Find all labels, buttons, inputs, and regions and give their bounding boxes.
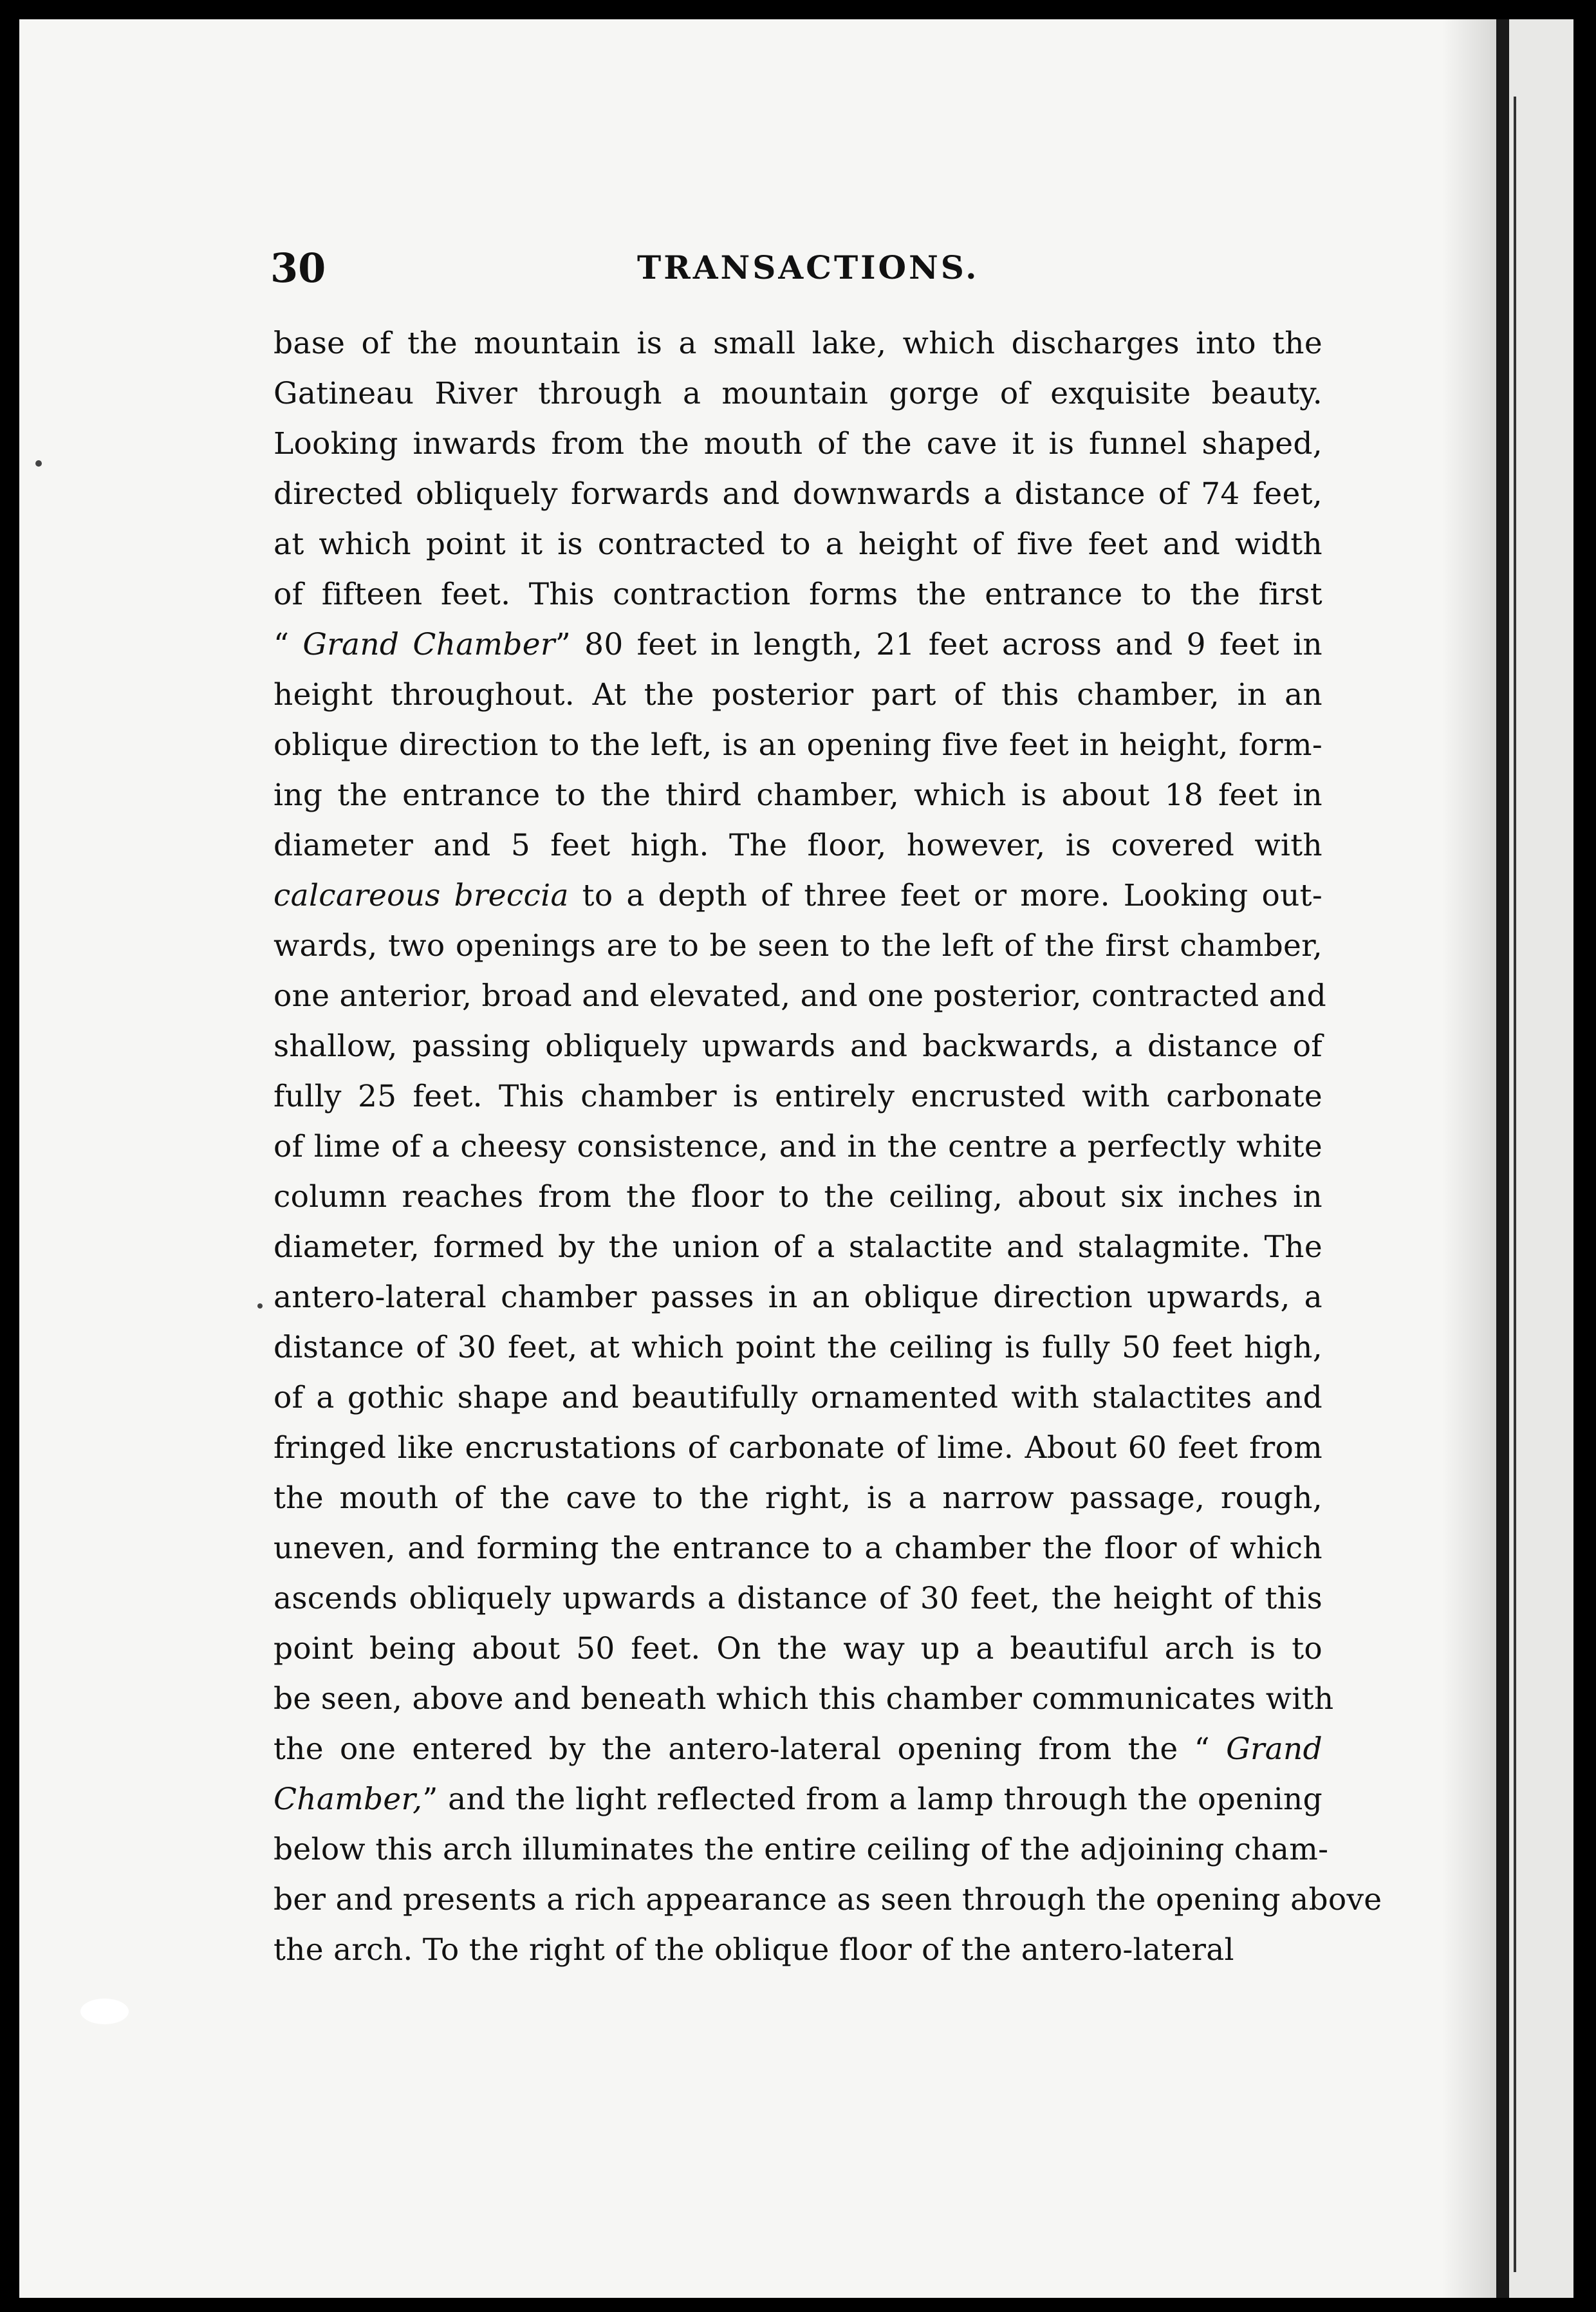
line-text: diameter and 5 feet high. The floor, however, is covered with — [274, 828, 1322, 863]
line-text: Looking inwards from the mouth of the cave it is funnel shaped, — [274, 426, 1322, 461]
book-gutter — [1496, 19, 1509, 2298]
line-text: oblique direction to the left, is an opening five feet in height, form- — [274, 727, 1322, 763]
adjacent-page-edge — [1509, 19, 1573, 2298]
line-text: below this arch illuminates the entire ceiling of the adjoining cham- — [274, 1832, 1329, 1867]
text-line — [274, 419, 1322, 469]
line-text: uneven, and forming the entrance to a chamber the floor of which — [274, 1531, 1322, 1566]
line-text: of fifteen feet. This contraction forms the entrance to the first — [274, 577, 1322, 612]
line-text: wards, two openings are to be seen to the left of the first chamber, — [274, 928, 1322, 964]
text-line — [274, 1825, 1329, 1875]
text-line — [274, 1373, 1322, 1423]
line-text: ascends obliquely upwards a distance of 30 feet, the height of this — [274, 1581, 1322, 1616]
text-line — [274, 620, 1322, 670]
line-text: of lime of a cheesy consistence, and in the centre a perfectly white — [274, 1129, 1322, 1164]
page-fold-line — [1514, 97, 1516, 2272]
text-line — [274, 1273, 1322, 1323]
running-title: TRANSACTIONS. — [637, 248, 979, 286]
text-line — [274, 519, 1322, 570]
text-line — [274, 1724, 1322, 1775]
line-text: directed obliquely forwards and downwards a distance of 74 feet, — [274, 476, 1322, 512]
text-line — [274, 1172, 1322, 1222]
text-line — [274, 1122, 1322, 1172]
line-text: ” and the light reflected from a lamp through the opening — [422, 1782, 1322, 1817]
text-line — [274, 570, 1322, 620]
italic-text: Chamber, — [274, 1782, 423, 1817]
text-line — [274, 670, 1322, 720]
line-text: Gatineau River through a mountain gorge of exquisite beauty. — [274, 376, 1322, 411]
text-line — [274, 1674, 1334, 1724]
line-text: base of the mountain is a small lake, which discharges into the — [274, 326, 1322, 361]
text-line — [274, 720, 1322, 770]
scan-artifact-spot — [80, 1999, 129, 2024]
line-text: to a depth of three feet or more. Looking out- — [568, 878, 1323, 913]
text-line — [274, 1473, 1322, 1524]
text-line — [274, 1574, 1322, 1624]
body-text — [274, 319, 1382, 1975]
line-text: at which point it is contracted to a height of five feet and width — [274, 527, 1322, 562]
text-line — [274, 1775, 1322, 1825]
line-text: distance of 30 feet, at which point the ceiling is fully 50 feet high, — [274, 1330, 1322, 1365]
page-edge-shadow — [1442, 19, 1496, 2298]
line-text: ” 80 feet in length, 21 feet across and 9 feet in — [555, 627, 1322, 662]
text-line — [274, 319, 1322, 369]
text-line — [274, 1072, 1322, 1122]
italic-text: calcareous breccia — [274, 878, 569, 913]
line-text: antero-lateral chamber passes in an oblique direction upwards, a — [274, 1280, 1322, 1315]
line-text: column reaches from the floor to the ceiling, about six inches in — [274, 1179, 1322, 1215]
text-line — [274, 971, 1327, 1021]
line-text: the mouth of the cave to the right, is a narrow passage, rough, — [274, 1480, 1322, 1516]
line-text: diameter, formed by the union of a stalactite and stalagmite. The — [274, 1229, 1322, 1265]
line-text: fringed like encrustations of carbonate of lime. About 60 feet from — [274, 1430, 1322, 1466]
line-text: the arch. To the right of the oblique floor of the antero-lateral — [274, 1932, 1234, 1968]
running-head — [270, 245, 1326, 303]
margin-speck — [35, 460, 42, 467]
line-text: shallow, passing obliquely upwards and backwards, a distance of — [274, 1029, 1322, 1064]
line-text: ber and presents a rich appearance as seen through the opening above — [274, 1882, 1382, 1917]
line-text: of a gothic shape and beautifully ornamented with stalactites and — [274, 1380, 1322, 1415]
line-text: height throughout. At the posterior part of this chamber, in an — [274, 677, 1322, 713]
text-line — [274, 921, 1322, 971]
text-line — [274, 871, 1322, 921]
text-line — [274, 1323, 1322, 1373]
line-text: one anterior, broad and elevated, and one posterior, contracted and — [274, 978, 1327, 1014]
text-line — [274, 1021, 1322, 1072]
text-line — [274, 469, 1322, 519]
text-line — [274, 1875, 1382, 1925]
italic-text: Grand — [1226, 1731, 1322, 1767]
text-line — [274, 821, 1322, 871]
line-text: ing the entrance to the third chamber, which is about 18 feet in — [274, 778, 1322, 813]
text-line — [274, 369, 1322, 419]
line-text: the one entered by the antero-lateral opening from the “ — [274, 1731, 1227, 1767]
text-line — [274, 1925, 1322, 1975]
line-text: be seen, above and beneath which this chamber communicates with — [274, 1681, 1334, 1717]
text-line — [274, 770, 1322, 821]
line-text: “ — [274, 627, 303, 662]
line-text: point being about 50 feet. On the way up a beautiful arch is to — [274, 1631, 1322, 1666]
text-line — [274, 1222, 1322, 1273]
margin-speck — [257, 1303, 263, 1309]
text-line — [274, 1524, 1322, 1574]
text-line — [274, 1624, 1322, 1674]
line-text: fully 25 feet. This chamber is entirely encrusted with carbonate — [274, 1079, 1322, 1114]
text-line — [274, 1423, 1322, 1473]
italic-text: Grand Chamber — [302, 627, 555, 662]
page-number: 30 — [270, 245, 326, 292]
